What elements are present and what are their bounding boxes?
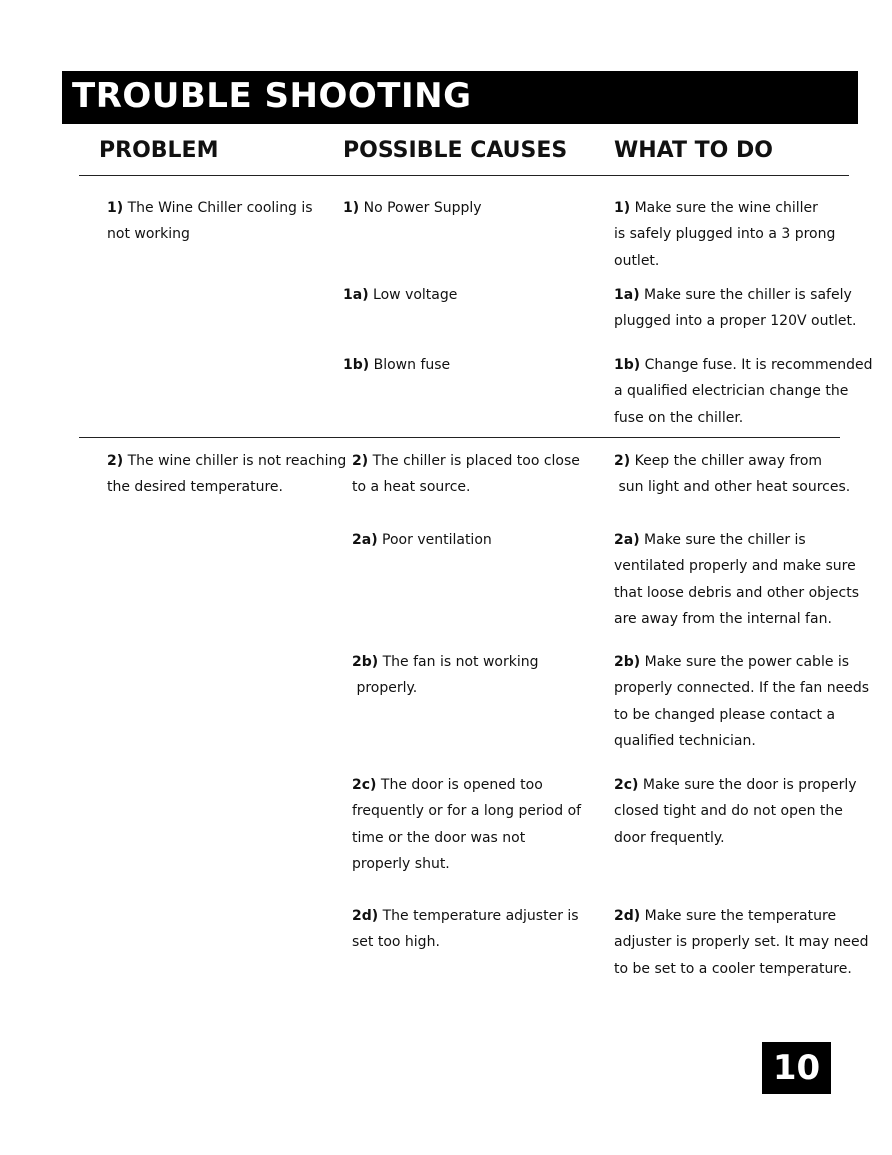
item-text: Make sure the chiller is safely xyxy=(644,287,852,303)
item-text: properly connected. If the fan needs xyxy=(614,680,870,697)
cell-line xyxy=(614,772,857,798)
cell-line xyxy=(614,903,869,929)
cell-line xyxy=(352,772,581,798)
item-text: frequently or for a long period of xyxy=(352,803,582,820)
cell-line xyxy=(352,851,581,877)
cause-1 xyxy=(343,195,482,221)
cell-line xyxy=(614,702,869,728)
item-text: Make sure the chiller is xyxy=(644,532,806,548)
item-text: that loose debris and other objects xyxy=(614,584,860,601)
solution-1a xyxy=(614,282,856,335)
item-number: 2b) xyxy=(614,654,641,670)
item-text: Low voltage xyxy=(373,287,458,303)
item-number: 1) xyxy=(343,200,360,216)
item-text: properly shut. xyxy=(352,855,450,872)
row-divider xyxy=(79,437,840,438)
cell-line xyxy=(352,474,580,500)
cell-line xyxy=(614,248,835,274)
cell-line xyxy=(352,825,581,851)
item-text: Keep the chiller away from xyxy=(634,453,823,469)
cell-line xyxy=(352,798,581,824)
cell-line xyxy=(614,474,850,500)
cause-1b xyxy=(343,352,450,378)
cell-line xyxy=(614,798,857,824)
cell-line xyxy=(107,448,346,474)
item-text: Make sure the wine chiller xyxy=(634,200,818,216)
item-text: door frequently. xyxy=(614,829,725,846)
solution-2c xyxy=(614,772,857,851)
solution-2 xyxy=(614,448,850,501)
item-text: The Wine Chiller cooling is xyxy=(127,200,313,216)
cell-line xyxy=(614,448,850,474)
cell-line xyxy=(107,195,313,221)
header-divider xyxy=(79,175,849,176)
cell-line xyxy=(107,474,346,500)
cell-line xyxy=(614,956,869,982)
solution-2d xyxy=(614,903,869,982)
page-title: TROUBLE SHOOTING xyxy=(72,76,472,116)
cause-2d xyxy=(352,903,579,956)
cause-2c xyxy=(352,772,581,877)
item-text: a qualified electrician change the xyxy=(614,383,849,400)
cell-line xyxy=(614,929,869,955)
item-number: 2a) xyxy=(352,532,378,548)
cell-line xyxy=(614,728,869,754)
item-text: adjuster is properly set. It may need xyxy=(614,934,869,951)
cell-line xyxy=(352,675,538,701)
item-text: The fan is not working xyxy=(382,654,539,670)
item-text: Blown fuse xyxy=(373,357,451,373)
item-number: 1a) xyxy=(343,287,369,303)
item-text: The chiller is placed too close xyxy=(372,453,580,469)
item-number: 2c) xyxy=(614,777,639,793)
cell-line xyxy=(343,282,457,308)
item-number: 2) xyxy=(107,453,124,469)
item-text: to be changed please contact a xyxy=(614,706,836,723)
item-number: 2) xyxy=(614,453,631,469)
item-text: set too high. xyxy=(352,934,440,951)
item-text: qualified technician. xyxy=(614,732,756,749)
solution-2b xyxy=(614,649,869,754)
item-text: outlet. xyxy=(614,252,660,269)
cell-line xyxy=(614,606,859,632)
cell-line xyxy=(614,352,872,378)
cell-line xyxy=(614,405,872,431)
item-text: to be set to a cooler temperature. xyxy=(614,960,852,977)
item-text: Make sure the temperature xyxy=(644,908,837,924)
cell-line xyxy=(107,221,313,247)
item-text: Make sure the power cable is xyxy=(644,654,850,670)
problem-2 xyxy=(107,448,346,501)
item-number: 2d) xyxy=(352,908,379,924)
item-number: 2c) xyxy=(352,777,377,793)
item-text: Make sure the door is properly xyxy=(642,777,857,793)
item-number: 2a) xyxy=(614,532,640,548)
solution-2a xyxy=(614,527,859,632)
page-number: 10 xyxy=(762,1042,831,1094)
item-text: The wine chiller is not reaching xyxy=(127,453,347,469)
cell-line xyxy=(614,553,859,579)
item-number: 1a) xyxy=(614,287,640,303)
header-problem: PROBLEM xyxy=(99,138,219,163)
item-number: 1) xyxy=(614,200,631,216)
item-number: 1) xyxy=(107,200,124,216)
cell-line xyxy=(614,308,856,334)
cell-line xyxy=(352,527,492,553)
item-text: are away from the internal fan. xyxy=(614,610,832,627)
cell-line xyxy=(614,378,872,404)
item-text: sun light and other heat sources. xyxy=(614,479,851,496)
item-number: 2b) xyxy=(352,654,379,670)
item-number: 1b) xyxy=(343,357,370,373)
cell-line xyxy=(614,282,856,308)
cause-1a xyxy=(343,282,457,308)
cell-line xyxy=(614,221,835,247)
item-number: 2) xyxy=(352,453,369,469)
cell-line xyxy=(343,352,450,378)
item-text: not working xyxy=(107,226,190,243)
item-text: closed tight and do not open the xyxy=(614,803,843,820)
cell-line xyxy=(352,929,579,955)
cell-line xyxy=(614,825,857,851)
item-text: The temperature adjuster is xyxy=(382,908,579,924)
header-what-to-do: WHAT TO DO xyxy=(614,138,773,163)
item-number: 2d) xyxy=(614,908,641,924)
cause-2b xyxy=(352,649,538,702)
item-text: Poor ventilation xyxy=(382,532,492,548)
cell-line xyxy=(343,195,482,221)
item-number: 1b) xyxy=(614,357,641,373)
item-text: Change fuse. It is recommended xyxy=(644,357,873,373)
cell-line xyxy=(614,675,869,701)
cell-line xyxy=(352,903,579,929)
item-text: plugged into a proper 120V outlet. xyxy=(614,313,857,330)
header-possible-causes: POSSIBLE CAUSES xyxy=(343,138,568,163)
solution-1b xyxy=(614,352,872,431)
item-text: time or the door was not xyxy=(352,829,526,846)
item-text: is safely plugged into a 3 prong xyxy=(614,226,836,243)
solution-1 xyxy=(614,195,835,274)
cause-2a xyxy=(352,527,492,553)
item-text: No Power Supply xyxy=(363,200,482,216)
item-text: fuse on the chiller. xyxy=(614,409,744,426)
item-text: ventilated properly and make sure xyxy=(614,558,856,575)
cell-line xyxy=(614,195,835,221)
cell-line xyxy=(352,448,580,474)
item-text: The door is opened too xyxy=(380,777,543,793)
item-text: properly. xyxy=(352,680,418,697)
title-banner xyxy=(62,71,858,124)
cell-line xyxy=(614,527,859,553)
cell-line xyxy=(614,649,869,675)
cell-line xyxy=(352,649,538,675)
problem-1 xyxy=(107,195,313,248)
item-text: the desired temperature. xyxy=(107,479,283,496)
cell-line xyxy=(614,580,859,606)
cause-2 xyxy=(352,448,580,501)
item-text: to a heat source. xyxy=(352,479,471,496)
